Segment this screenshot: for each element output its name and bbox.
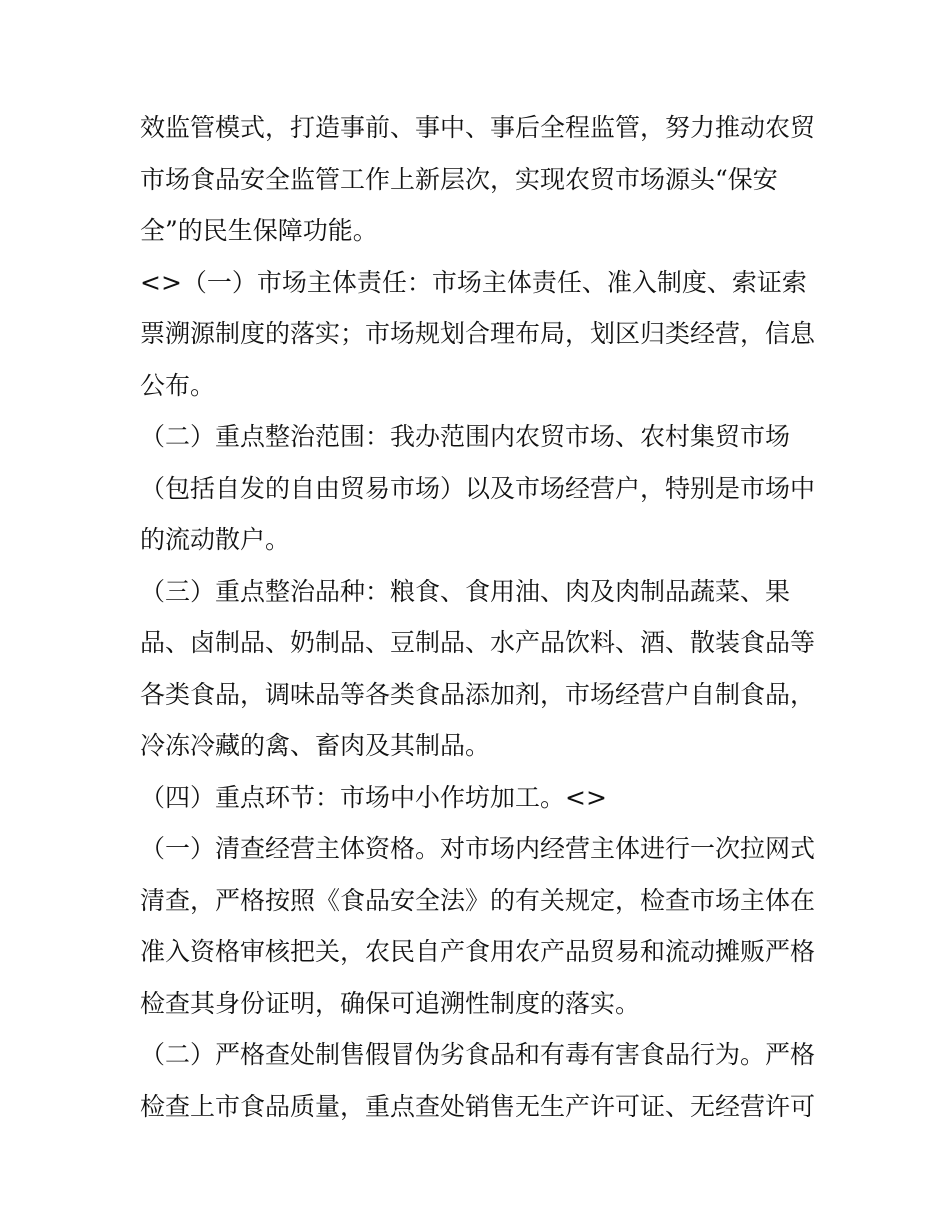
paragraph-check-qualifications: （一）清查经营主体资格。对市场内经营主体进行一次拉网式清查，严格按照《食品安全法》的有关规定，检查市场主体在准入资格审核把关，农民自产食用农产品贸易和流动摊贩严格检查其身份证明，确保可追溯性制度的落实。 [140,834,816,1018]
paragraph-investigate-counterfeit: （二）严格查处制售假冒伪劣食品和有毒有害食品行为。严格检查上市食品质量，重点查处销售无生产许可证、无经营许可 [140,1040,816,1121]
paragraph-market-entity-responsibility: <>（一）市场主体责任：市场主体责任、准入制度、索证索票溯源制度的落实；市场规划合理布局，划区归类经营，信息公布。 [140,267,816,400]
document-body [140,102,820,1132]
paragraph-rectification-scope: （二）重点整治范围：我办范围内农贸市场、农村集贸市场（包括自发的自由贸易市场）以及市场经营户，特别是市场中的流动散户。 [140,422,816,554]
paragraph-intro-continuation: 效监管模式，打造事前、事中、事后全程监管，努力推动农贸市场食品安全监管工作上新层次，实现农贸市场源头“保安全”的民生保障功能。 [140,113,816,245]
paragraph-key-links: （四）重点环节：市场中小作坊加工。<> [140,782,607,812]
paragraph-rectification-varieties: （三）重点整治品种：粮食、食用油、肉及肉制品蔬菜、果品、卤制品、奶制品、豆制品、水产品饮料、酒、散装食品等各类食品，调味品等各类食品添加剂，市场经营户自制食品，冷冻冷藏的禽、畜肉及其制品。 [140,576,816,760]
